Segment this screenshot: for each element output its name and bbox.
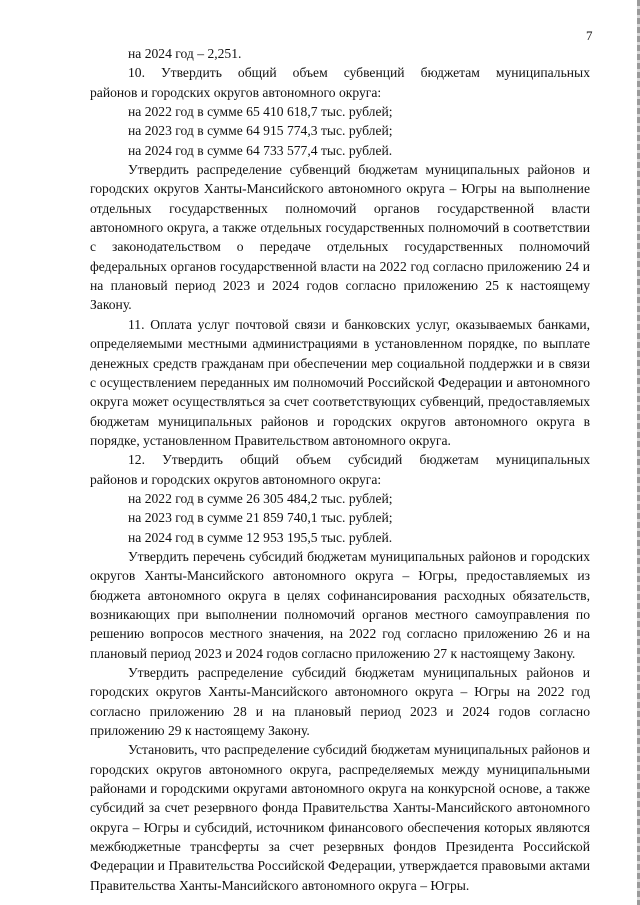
paragraph: на 2022 год в сумме 65 410 618,7 тыс. рублей; bbox=[128, 104, 393, 120]
document-body bbox=[90, 44, 590, 895]
paragraph: Утвердить распределение субвенций бюджетам муниципальных районов и городских округов Ханты-Мансийского автономного округа – Югры на выполнение отдельных государственных полномочий органов государственной власти автономного округа, а также отдельных государственных полномочий в соответствии с законодательством о передаче отдельных государственных полномочий федеральных органов государственной власти на 2022 год согласно приложению 24 и на плановый период 2023 и 2024 годов согласно приложению 25 к настоящему Закону. bbox=[90, 162, 590, 313]
paragraph: на 2022 год в сумме 26 305 484,2 тыс. рублей; bbox=[128, 490, 393, 506]
paragraph: на 2023 год в сумме 64 915 774,3 тыс. рублей; bbox=[128, 123, 393, 139]
paragraph: на 2023 год в сумме 21 859 740,1 тыс. рублей; bbox=[128, 510, 393, 526]
page-number: 7 bbox=[586, 28, 593, 43]
paragraph: на 2024 год – 2,251. bbox=[128, 46, 242, 61]
paragraph: Установить, что распределение субсидий бюджетам муниципальных районов и городских округов автономного округа, распределяемых между муниципальными районами и городскими округами автономного округа на конкурсной основе, а также субсидий за счет резервного фонда Правительства Ханты-Мансийского автономного округа – Югры и субсидий, источником финансового обеспечения которых являются межбюджетные трансферты за счет резервных фондов Президента Российской Федерации и Правительства Российской Федерации, утверждается правовыми актами Правительства Ханты-Мансийского автономного округа – Югры. bbox=[90, 742, 590, 893]
paragraph: 12. Утвердить общий объем субсидий бюджетам муниципальных bbox=[128, 452, 590, 468]
paragraph: районов и городских округов автономного округа: bbox=[90, 84, 382, 100]
paragraph: на 2024 год в сумме 64 733 577,4 тыс. рублей. bbox=[128, 142, 393, 158]
paragraph: на 2024 год в сумме 12 953 195,5 тыс. рублей. bbox=[128, 529, 393, 545]
paragraph: районов и городских округов автономного округа: bbox=[90, 471, 382, 487]
paragraph: Утвердить распределение субсидий бюджетам муниципальных районов и городских округов Ханты-Мансийского автономного округа – Югры на 2022 год согласно приложению 28 и на плановый период 2023 и 2024 годов согласно приложению 29 к настоящему Закону. bbox=[90, 665, 590, 739]
paragraph: 10. Утвердить общий объем субвенций бюджетам муниципальных bbox=[128, 65, 590, 81]
paragraph: 11. Оплата услуг почтовой связи и банковских услуг, оказываемых банками, определяемыми местными администрациями в установленном порядке, по выплате денежных средств гражданам при обеспечении мер социальной поддержки и в связи с осуществлением переданных им полномочий Российской Федерации и автономного округа может осуществляться за счет соответствующих субвенций, предоставляемых бюджетам муниципальных районов и городских округов автономного округа в порядке, установленном Правительством автономного округа. bbox=[90, 316, 590, 448]
paragraph: Утвердить перечень субсидий бюджетам муниципальных районов и городских округов Ханты-Мансийского автономного округа – Югры, предоставляемых из бюджета автономного округа в целях софинансирования расходных обязательств, возникающих при выполнении полномочий органов местного самоуправления по решению вопросов местного значения, на 2022 год согласно приложению 26 и на плановый период 2023 и 2024 годов согласно приложению 27 к настоящему Закону. bbox=[90, 548, 590, 661]
